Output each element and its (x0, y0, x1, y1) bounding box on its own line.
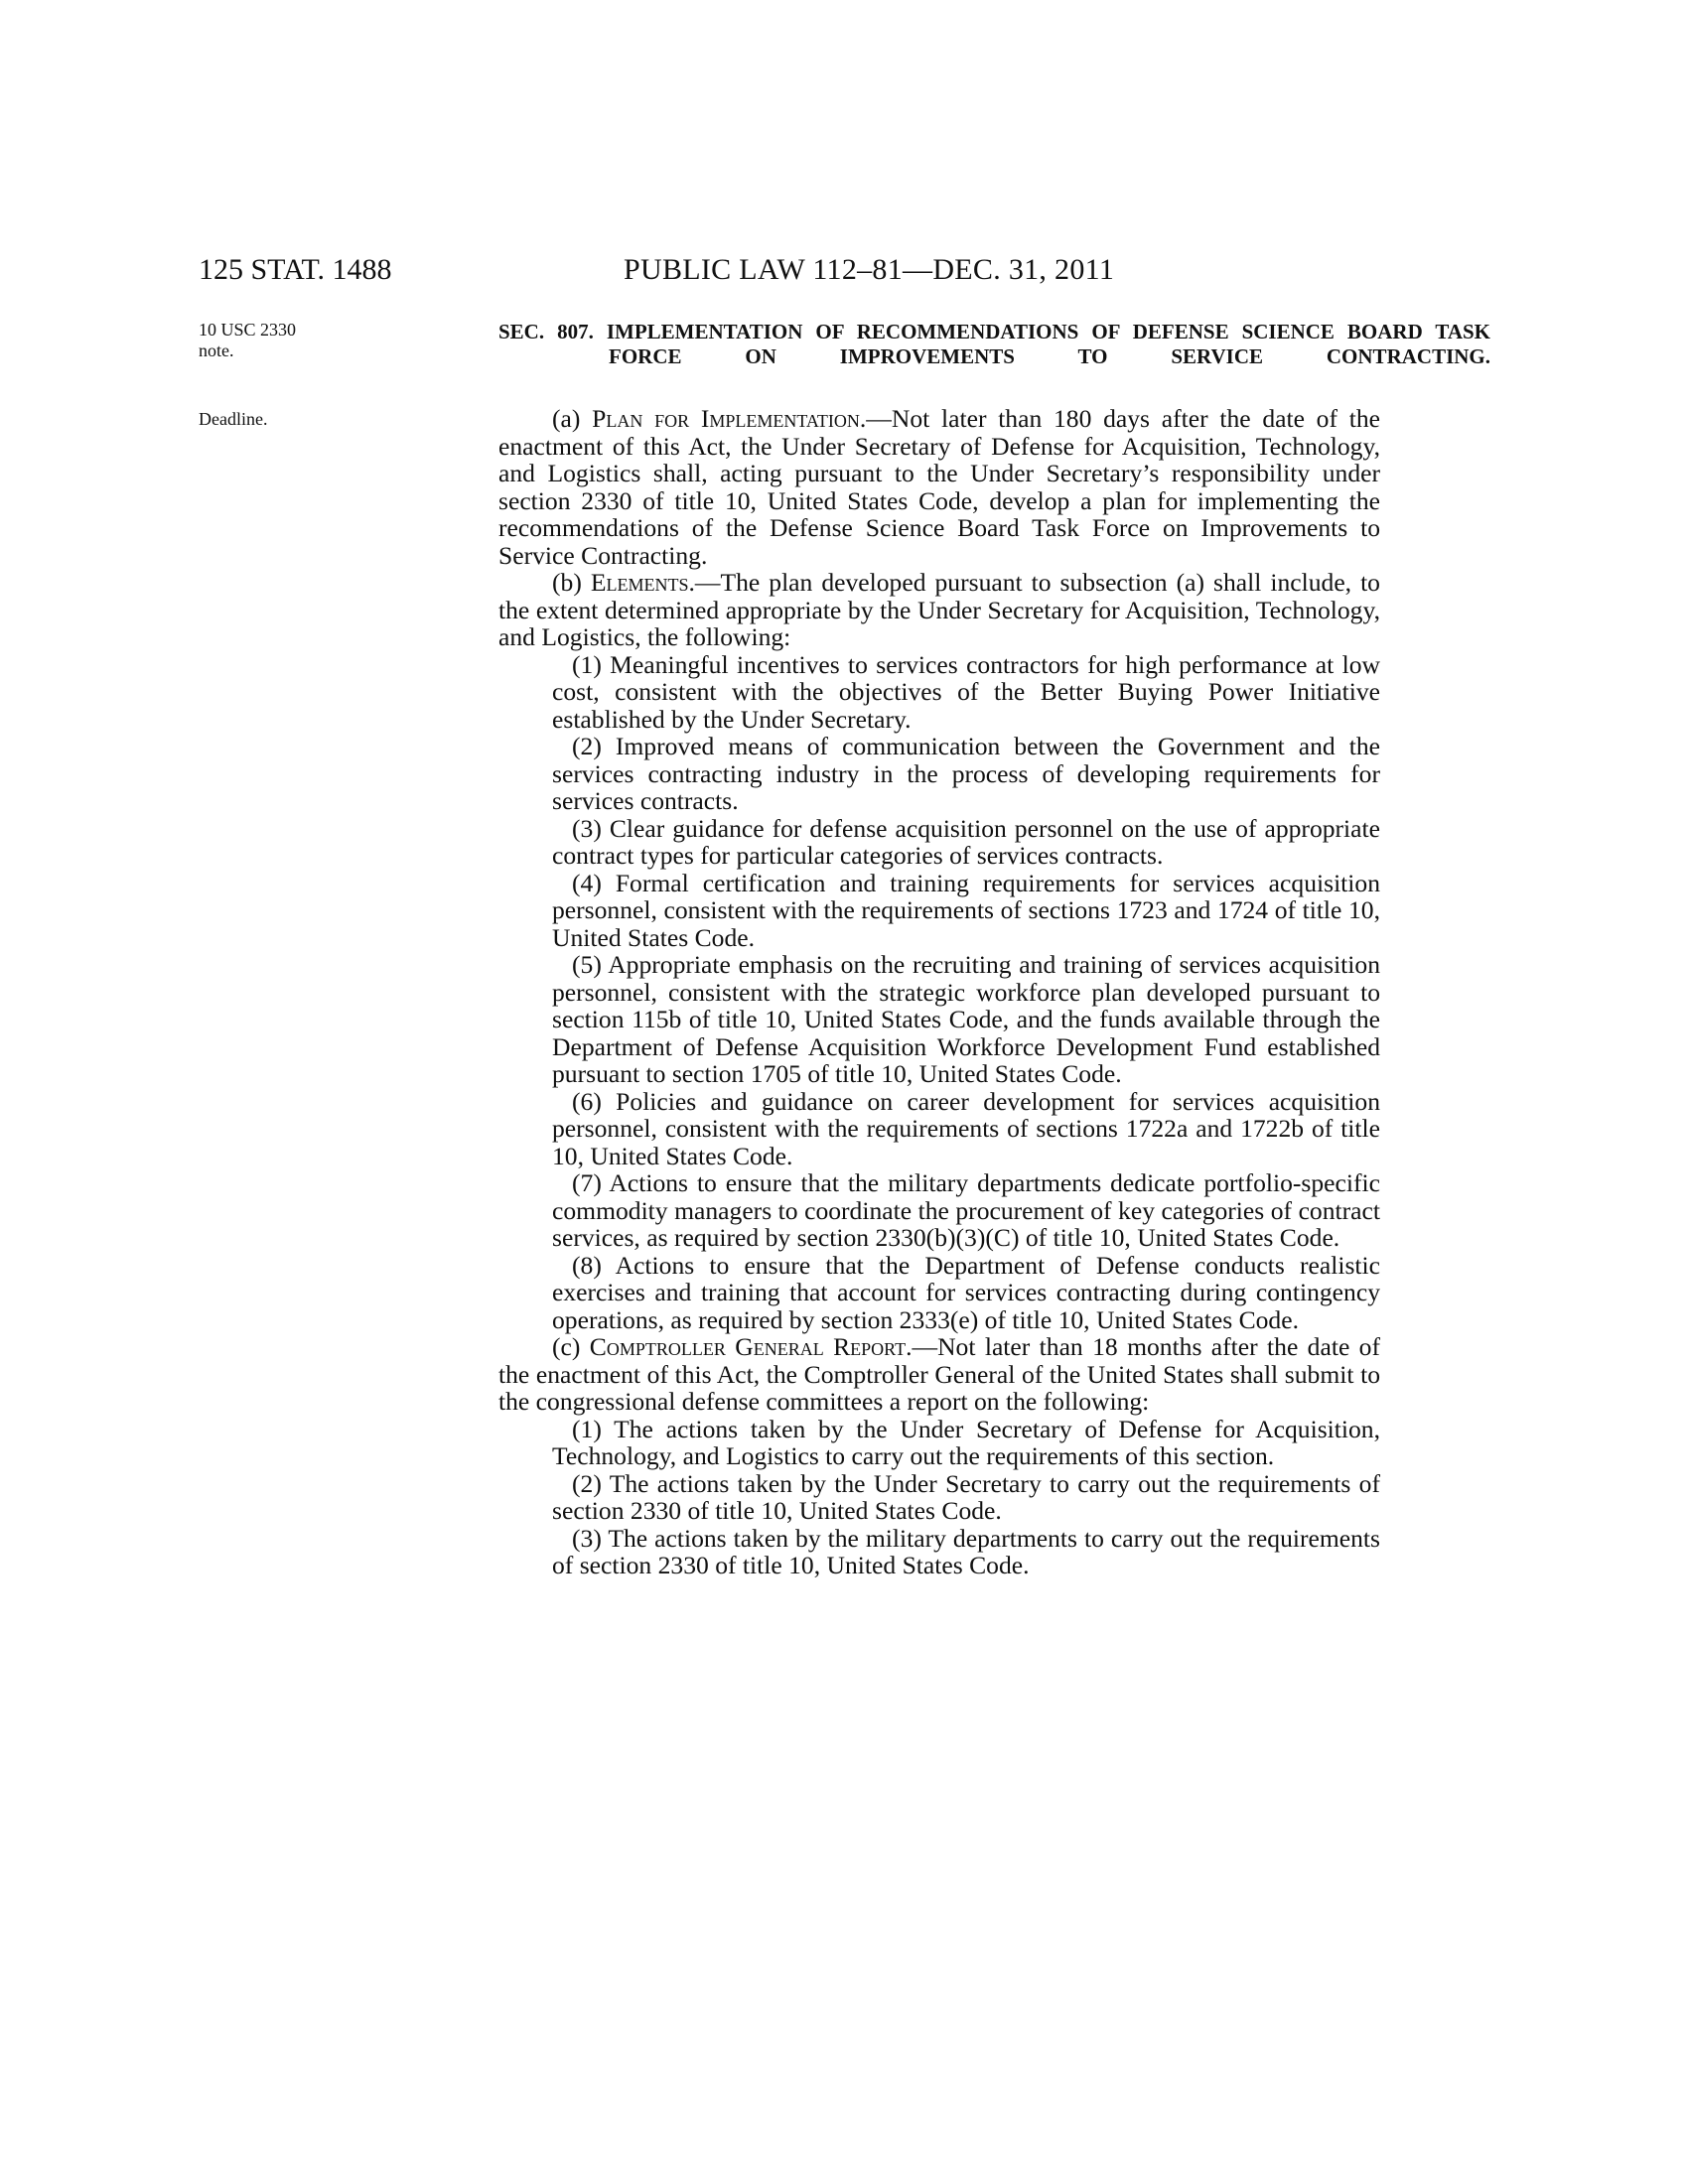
list-item: (3) Clear guidance for defense acquisition personnel on the use of appropriate contract types for particular categories of services contracts. (552, 813, 1380, 870)
list-item: (7) Actions to ensure that the military departments dedicate portfolio-specific commodity managers to coordinate the procurement of key categories of contract services, as required by section 2330(b)(3)(C) of title 10, United States Code. (552, 1168, 1380, 1252)
list-item: (4) Formal certification and training requirements for services acquisition personnel, consistent with the requirements of sections 1723 and 1724 of title 10, United States Code. (552, 868, 1380, 952)
section-heading: SEC. 807. IMPLEMENTATION OF RECOMMENDATIONS OF DEFENSE SCIENCE BOARD TASK FORCE ON IMPROVEMENTS TO SERVICE CONTRACTING. (498, 320, 1490, 368)
list-item: (5) Appropriate emphasis on the recruiting and training of services acquisition personnel, consistent with the strategic workforce plan developed pursuant to section 115b of title 10, United States Code, and the funds available through the Department of Defense Acquisition Workforce Development Fund established pursuant to section 1705 of title 10, United States Code. (552, 950, 1380, 1088)
subsection-b-text: .—The plan developed pursuant to subsection (a) shall include, to the extent determined appropriate by the Under Secretary for Acquisition, Technology, and Logistics, the following: (498, 568, 1380, 651)
margin-note-usc: 10 USC 2330 note. (199, 320, 297, 360)
subsection-a (498, 405, 1380, 569)
subsection-a-label: (a) (552, 404, 593, 433)
subsection-c (498, 1333, 1380, 1416)
list-item: (2) Improved means of communication between the Government and the services contracting industry in the process of developing requirements for services contracts. (552, 732, 1380, 815)
subsection-c-text: .—Not later than 18 months after the date of the enactment of this Act, the Comptroller General of the United States shall submit to the congressional defense committees a report on the following: (498, 1332, 1381, 1416)
subsection-c-label: (c) (552, 1332, 590, 1361)
list-item: (8) Actions to ensure that the Department of Defense conducts realistic exercises and training that account for services contracting during contingency operations, as required by section 2333(e) of title 10, United States Code. (552, 1250, 1380, 1334)
subsection-b-label: (b) (552, 568, 591, 597)
public-law-citation: PUBLIC LAW 112–81—DEC. 31, 2011 (624, 253, 1115, 286)
list-item: (6) Policies and guidance on career development for services acquisition personnel, consistent with the requirements of sections 1722a and 1722b of title 10, United States Code. (552, 1086, 1380, 1170)
list-item: (3) The actions taken by the military departments to carry out the requirements of section 2330 of title 10, United States Code. (552, 1523, 1380, 1579)
list-item: (1) The actions taken by the Under Secretary of Defense for Acquisition, Technology, and Logistics to carry out the requirements of this section. (552, 1414, 1380, 1470)
running-header (199, 252, 1390, 292)
list-item: (1) Meaningful incentives to services contractors for high performance at low cost, consistent with the objectives of the Better Buying Power Initiative established by the Under Secretary. (552, 649, 1380, 734)
subsection-a-heading: Plan for Implementation (592, 404, 860, 433)
subsection-b (498, 569, 1380, 651)
statute-citation: 125 STAT. 1488 (199, 253, 392, 286)
subsection-c-heading: Comptroller General Report (589, 1332, 907, 1361)
subsection-b-heading: Elements (590, 568, 689, 597)
margin-note-deadline: Deadline. (199, 409, 268, 429)
list-item: (2) The actions taken by the Under Secretary to carry out the requirements of section 2330 of title 10, United States Code. (552, 1468, 1380, 1525)
section-body (498, 405, 1380, 1579)
subsection-a-text: .—Not later than 180 days after the date of the enactment of this Act, the Under Secretary of Defense for Acquisition, Technology, and Logistics shall, acting pursuant to the Under Secretary’s responsibility under section 2330 of title 10, United States Code, develop a plan for implementing the recommendations of the Defense Science Board Task Force on Improvements to Service Contracting. (498, 404, 1380, 570)
